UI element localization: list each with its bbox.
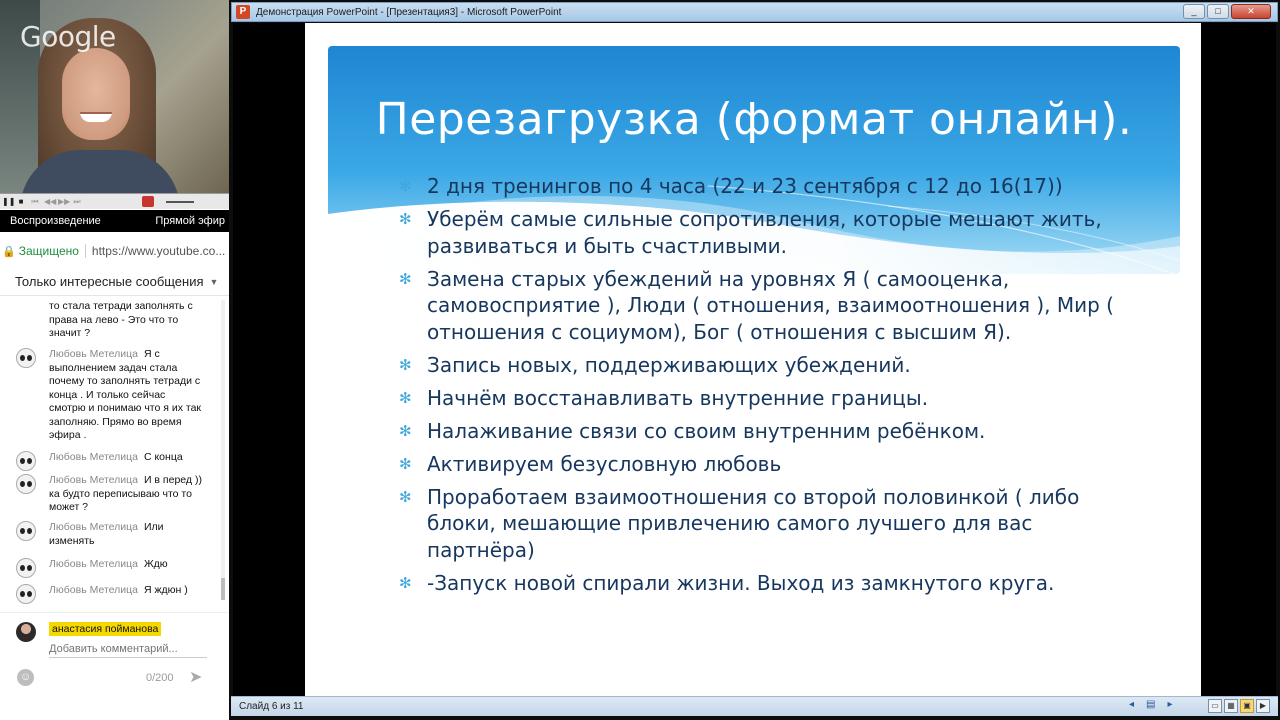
bullet-text: -Запуск новой спирали жизни. Выход из замкнутого круга. — [427, 570, 1055, 595]
current-user-name: анастасия пойманова — [49, 622, 161, 636]
view-switcher — [1208, 699, 1270, 713]
address-divider — [85, 244, 86, 258]
chat-composer — [0, 612, 229, 720]
bullet-text: Проработаем взаимоотношения со второй половинкой ( либо блоки, мешающие привлечению самого лучшего для вас партнёра) — [427, 484, 1080, 562]
chat-author[interactable]: Любовь Метелица — [49, 474, 138, 486]
live-mode-label[interactable]: Прямой эфир — [155, 215, 225, 227]
browser-address-bar[interactable] — [0, 240, 229, 262]
chat-message-text: Или изменять — [49, 521, 164, 547]
asterisk-bullet-icon: ✻ — [399, 388, 412, 407]
skip-forward-icon[interactable]: ⏭ — [73, 196, 81, 206]
previous-slide-icon[interactable]: ◂ — [1129, 699, 1135, 710]
mickey-avatar-icon[interactable] — [16, 584, 36, 604]
mickey-avatar-icon[interactable] — [16, 558, 36, 578]
slide-menu-icon[interactable]: ▤ — [1146, 699, 1156, 710]
asterisk-bullet-icon: ✻ — [399, 421, 412, 440]
pause-icon[interactable]: ❚❚ — [2, 197, 16, 206]
char-counter: 0/200 — [146, 672, 174, 684]
player-controls — [0, 193, 229, 209]
mickey-avatar-icon[interactable] — [16, 348, 36, 368]
bullet-text: Активируем безусловную любовь — [427, 451, 782, 476]
bullet-text: Уберём самые сильные сопротивления, которые мешают жить, развиваться и быть счастливыми. — [427, 207, 1102, 258]
chevron-down-icon: ▼ — [209, 276, 219, 287]
send-icon[interactable]: ➤ — [189, 669, 203, 686]
window-titlebar[interactable] — [231, 2, 1278, 22]
chat-scrollbar[interactable] — [221, 300, 225, 600]
emoji-icon[interactable]: ☺ — [17, 669, 34, 686]
bullet-item — [397, 484, 1127, 564]
comment-input[interactable] — [49, 640, 207, 658]
chat-author[interactable]: Любовь Метелица — [49, 451, 138, 463]
mickey-avatar-icon[interactable] — [16, 451, 36, 471]
forward-icon[interactable]: ▶▶ — [58, 197, 71, 206]
google-logo: Google — [20, 20, 116, 53]
reading-view-icon[interactable]: ▣ — [1240, 699, 1254, 713]
normal-view-icon[interactable]: ▭ — [1208, 699, 1222, 713]
window-title: Демонстрация PowerPoint - [Презентация3] - Microsoft PowerPoint — [256, 6, 562, 18]
bullet-item — [397, 206, 1127, 259]
bullet-text: Замена старых убеждений на уровнях Я ( самооценка, самовосприятие ), Люди ( отношения, взаимоотношения ), Мир ( отношения с социумом), Бог ( отношения с высшим Я). — [427, 266, 1114, 344]
chat-message-list[interactable] — [0, 298, 229, 606]
bullet-item — [397, 451, 1127, 478]
chat-author[interactable]: Любовь Метелица — [49, 348, 138, 360]
powerpoint-app-icon[interactable]: P — [236, 5, 250, 19]
asterisk-bullet-icon: ✻ — [399, 210, 412, 228]
skip-back-icon[interactable]: ⏮ — [31, 196, 39, 206]
powerpoint-status-bar — [231, 696, 1278, 716]
asterisk-bullet-icon: ✻ — [399, 269, 412, 288]
chat-scrollbar-thumb[interactable] — [221, 578, 225, 600]
bullet-text: Налаживание связи со своим внутренним ребёнком. — [427, 418, 986, 443]
maximize-button[interactable]: □ — [1207, 4, 1229, 19]
slide-title: Перезагрузка (формат онлайн). — [375, 94, 1133, 145]
slide-bullet-list — [397, 173, 1127, 603]
close-button[interactable]: ✕ — [1231, 4, 1271, 19]
webcam-person-smile — [80, 112, 112, 122]
chat-message-text: И в перед )) ка будто переписываю что то может ? — [49, 474, 202, 513]
chat-author[interactable]: Любовь Метелица — [49, 584, 138, 596]
bullet-item — [397, 352, 1127, 379]
minimize-button[interactable]: _ — [1183, 4, 1205, 19]
chat-filter-dropdown[interactable] — [0, 268, 229, 296]
stop-icon[interactable]: ■ — [18, 197, 24, 206]
slideshow-nav — [1129, 699, 1173, 710]
asterisk-bullet-icon: ✻ — [399, 454, 412, 473]
lock-icon: 🔒 — [2, 245, 16, 258]
youtube-live-panel — [0, 0, 229, 720]
bullet-item — [397, 418, 1127, 445]
powerpoint-window — [229, 0, 1280, 720]
window-controls — [1183, 4, 1271, 19]
stream-mode-bar — [0, 210, 229, 232]
bullet-item — [397, 570, 1127, 597]
chat-message-text: Я ждюн ) — [143, 584, 188, 596]
asterisk-bullet-icon: ✻ — [399, 177, 412, 195]
chat-message-text: С конца — [143, 451, 183, 463]
slide-counter: Слайд 6 из 11 — [239, 701, 304, 712]
mickey-avatar-icon[interactable] — [16, 474, 36, 494]
webcam-person-face — [62, 48, 130, 140]
chat-author[interactable]: Любовь Метелица — [49, 521, 138, 533]
url-text[interactable]: https://www.youtube.co... — [91, 244, 226, 258]
chat-message-text: Я с выполнением задач стала почему то заполнять тетради с конца . И только сейчас смотрю и понимаю что я их так заполняю. Прямо во время эфира . — [49, 348, 202, 441]
asterisk-bullet-icon: ✻ — [399, 487, 412, 506]
next-slide-icon[interactable]: ▸ — [1167, 699, 1173, 710]
bullet-item — [397, 173, 1127, 200]
slide[interactable] — [305, 23, 1201, 696]
record-icon[interactable] — [142, 196, 154, 207]
chat-message-text: Ждю — [143, 558, 168, 570]
asterisk-bullet-icon: ✻ — [399, 573, 412, 592]
bullet-text: Запись новых, поддерживающих убеждений. — [427, 352, 911, 377]
user-avatar[interactable] — [16, 622, 36, 642]
webcam-video[interactable] — [0, 0, 229, 193]
mickey-avatar-icon[interactable] — [16, 521, 36, 541]
chat-filter-label: Только интересные сообщения — [15, 274, 204, 289]
slide-sorter-view-icon[interactable]: ▦ — [1224, 699, 1238, 713]
playback-mode-label[interactable]: Воспроизведение — [10, 215, 101, 227]
slide-show-area — [233, 23, 1276, 696]
slideshow-view-icon[interactable]: ▶ — [1256, 699, 1270, 713]
rewind-icon[interactable]: ◀◀ — [44, 197, 57, 206]
bullet-item — [397, 266, 1127, 346]
chat-author[interactable]: Любовь Метелица — [49, 558, 138, 570]
bullet-text: Начнём восстанавливать внутренние границы. — [427, 385, 929, 410]
asterisk-bullet-icon: ✻ — [399, 355, 412, 374]
bullet-text: 2 дня тренингов по 4 часа (22 и 23 сентября с 12 до 16(17)) — [427, 174, 1063, 198]
volume-slider[interactable] — [166, 201, 194, 203]
chat-message-text: то стала тетради заполнять с права на лево - Это что то значит ? — [49, 300, 193, 339]
bullet-item — [397, 385, 1127, 412]
secure-label: Защищено — [18, 244, 79, 258]
